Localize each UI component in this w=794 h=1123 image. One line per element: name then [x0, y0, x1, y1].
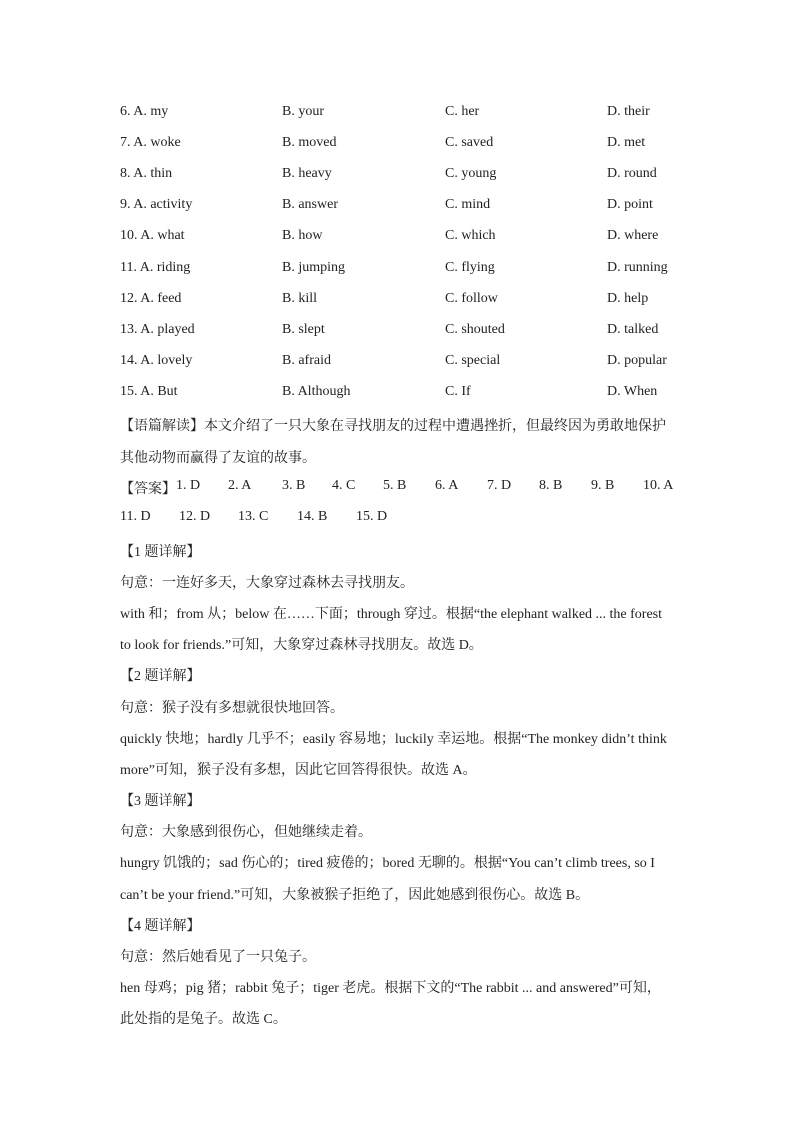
option-c: C. follow — [445, 291, 498, 306]
option-c: C. her — [445, 104, 480, 119]
option-b: B. afraid — [282, 353, 331, 368]
option-c: C. special — [445, 353, 501, 368]
answer-item: 13. C — [238, 509, 269, 524]
option-row-12 — [0, 291, 794, 313]
detail-line: with 和；from 从；below 在……下面；through 穿过。根据“the elephant walked ... the forest — [120, 607, 663, 622]
option-a: 9. A. activity — [120, 197, 193, 212]
option-a: 6. A. my — [120, 104, 169, 119]
answer-item: 15. D — [356, 509, 388, 524]
option-row-14 — [0, 353, 794, 375]
option-row-8 — [0, 166, 794, 188]
option-row-11 — [0, 260, 794, 282]
option-d: D. talked — [607, 322, 659, 337]
option-d: D. When — [607, 384, 658, 399]
option-row-9 — [0, 197, 794, 219]
option-d: D. popular — [607, 353, 667, 368]
detail-line: to look for friends.”可知，大象穿过森林寻找朋友。故选 D。 — [120, 638, 483, 653]
answer-item: 14. B — [297, 509, 328, 524]
option-row-7 — [0, 135, 794, 157]
answer-item: 8. B — [539, 478, 563, 493]
option-c: C. mind — [445, 197, 491, 212]
option-row-6 — [0, 104, 794, 126]
answer-item: 10. A — [643, 478, 674, 493]
option-c: C. young — [445, 166, 497, 181]
answer-label: 【答案】 — [120, 482, 176, 497]
option-d: D. help — [607, 291, 649, 306]
option-c: C. If — [445, 384, 471, 399]
option-a: 10. A. what — [120, 228, 185, 243]
detail-meaning-2: 句意：猴子没有多想就很快地回答。 — [120, 701, 344, 716]
answer-item: 2. A — [228, 478, 252, 493]
detail-line: can’t be your friend.”可知，大象被猴子拒绝了，因此她感到很伤心。故选 B。 — [120, 888, 590, 903]
option-d: D. where — [607, 228, 659, 243]
detail-meaning-3: 句意：大象感到很伤心，但她继续走着。 — [120, 825, 372, 840]
answer-item: 4. C — [332, 478, 356, 493]
option-a: 12. A. feed — [120, 291, 182, 306]
option-a: 8. A. thin — [120, 166, 173, 181]
detail-line: quickly 快地；hardly 几乎不；easily 容易地；luckily 幸运地。根据“The monkey didn’t think — [120, 732, 667, 747]
detail-meaning-1: 句意：一连好多天，大象穿过森林去寻找朋友。 — [120, 576, 414, 591]
answer-item: 6. A — [435, 478, 459, 493]
answer-item: 9. B — [591, 478, 615, 493]
option-b: B. answer — [282, 197, 338, 212]
option-c: C. shouted — [445, 322, 505, 337]
option-a: 7. A. woke — [120, 135, 181, 150]
summary-line-2: 其他动物而赢得了友谊的故事。 — [120, 451, 316, 466]
answer-item: 11. D — [120, 509, 151, 524]
detail-meaning-4: 句意：然后她看见了一只兔子。 — [120, 950, 316, 965]
option-row-15 — [0, 384, 794, 406]
detail-line: hen 母鸡；pig 猪；rabbit 兔子；tiger 老虎。根据下文的“The rabbit ... and answered”可知， — [120, 981, 661, 996]
option-d: D. running — [607, 260, 668, 275]
answer-item: 7. D — [487, 478, 512, 493]
detail-line: 此处指的是兔子。故选 C。 — [120, 1012, 287, 1027]
option-b: B. heavy — [282, 166, 332, 181]
detail-line: hungry 饥饿的；sad 伤心的；tired 疲倦的；bored 无聊的。根据“You can’t climb trees, so I — [120, 856, 655, 871]
option-c: C. which — [445, 228, 496, 243]
option-b: B. kill — [282, 291, 318, 306]
option-a: 14. A. lovely — [120, 353, 193, 368]
option-b: B. how — [282, 228, 323, 243]
option-row-13 — [0, 322, 794, 344]
detail-line: more”可知，猴子没有多想，因此它回答得很快。故选 A。 — [120, 763, 477, 778]
option-d: D. met — [607, 135, 646, 150]
option-c: C. saved — [445, 135, 494, 150]
option-b: B. your — [282, 104, 324, 119]
summary-line-1: 【语篇解读】本文介绍了一只大象在寻找朋友的过程中遭遇挫折，但最终因为勇敢地保护 — [120, 419, 666, 434]
option-b: B. jumping — [282, 260, 346, 275]
option-d: D. their — [607, 104, 650, 119]
option-a: 11. A. riding — [120, 260, 191, 275]
option-b: B. Although — [282, 384, 351, 399]
option-row-10 — [0, 228, 794, 250]
option-b: B. slept — [282, 322, 325, 337]
detail-heading-2: 【2 题详解】 — [120, 669, 201, 684]
option-c: C. flying — [445, 260, 495, 275]
answer-item: 12. D — [179, 509, 211, 524]
detail-heading-4: 【4 题详解】 — [120, 919, 201, 934]
option-d: D. round — [607, 166, 657, 181]
answer-item: 1. D — [176, 478, 201, 493]
option-a: 15. A. But — [120, 384, 178, 399]
detail-heading-1: 【1 题详解】 — [120, 545, 201, 560]
answer-item: 3. B — [282, 478, 306, 493]
answer-item: 5. B — [383, 478, 407, 493]
option-a: 13. A. played — [120, 322, 195, 337]
option-b: B. moved — [282, 135, 337, 150]
detail-heading-3: 【3 题详解】 — [120, 794, 201, 809]
option-d: D. point — [607, 197, 653, 212]
